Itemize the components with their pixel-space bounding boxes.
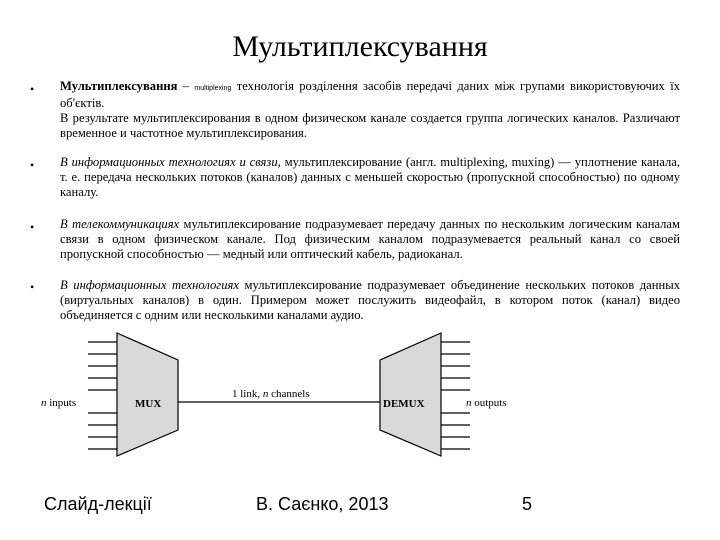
bullet-2-paragraph [60, 155, 680, 200]
term-multiplexing: Мультиплексування [60, 79, 178, 93]
page-number: 5 [522, 494, 533, 514]
bullet-1-paragraph [60, 79, 680, 141]
bullet-mark: • [30, 158, 35, 172]
input-lines [88, 342, 117, 449]
bullet-4-paragraph [60, 278, 680, 323]
bullet-mark: • [30, 280, 35, 294]
page-title: Мультиплексування [232, 30, 488, 63]
link-label: 1 link, n channels [232, 388, 310, 400]
mux-label: MUX [135, 398, 162, 410]
bullet-3-paragraph [60, 217, 680, 262]
definition-ru: В результате мультиплексирования в одном физическом канале создается группа логических каналов. Различают временное и частотное мультиплексирования. [60, 111, 680, 140]
bullet-2-text: мультиплексирование (англ. multiplexing, muxing) — уплотнение канала, т. е. передача нескольких потоков (каналов) данных с меньшей скоростью (пропускной способностью) по одному каналу. [60, 155, 680, 199]
footer-left: Слайд-лекції [44, 494, 152, 514]
footer-center: В. Саєнко, 2013 [256, 494, 389, 514]
bullet-4-text: мультиплексирование подразумевает объединение нескольких потоков данных (виртуальных каналов) в один. Примером может послужить видеофайл, в котором поток (канал) видео объединяется с одним или несколькими каналами аудио. [60, 278, 680, 322]
bullet-mark: • [30, 82, 35, 96]
mux-demux-diagram [0, 330, 720, 460]
bullet-2-italic: В информационных технологиях и связи, [60, 155, 281, 169]
output-lines [441, 342, 470, 449]
term-dash: – [177, 79, 195, 93]
mux-block [117, 333, 178, 456]
definition-ua: технологія розділення засобів передачі даних між групами використовуючих їх об'єктів. [60, 79, 680, 110]
bullet-3-text: мультиплексирование подразумевает передачу данных по нескольким логическим каналам связи в одном физическом канале. Под физическим каналом подразумевается реальный канал со своей пропускной способностью — медный или оптический кабель, радиоканал. [60, 217, 680, 261]
bullet-4-italic: В информационных технологиях [60, 278, 239, 292]
bullet-3-italic: В телекоммуникациях [60, 217, 180, 231]
demux-block [380, 333, 441, 456]
demux-label: DEMUX [383, 398, 425, 410]
bullet-mark: • [30, 220, 35, 234]
term-english: multiplexing [194, 85, 232, 92]
inputs-label: n inputs [41, 397, 77, 409]
outputs-label: n outputs [466, 397, 507, 409]
